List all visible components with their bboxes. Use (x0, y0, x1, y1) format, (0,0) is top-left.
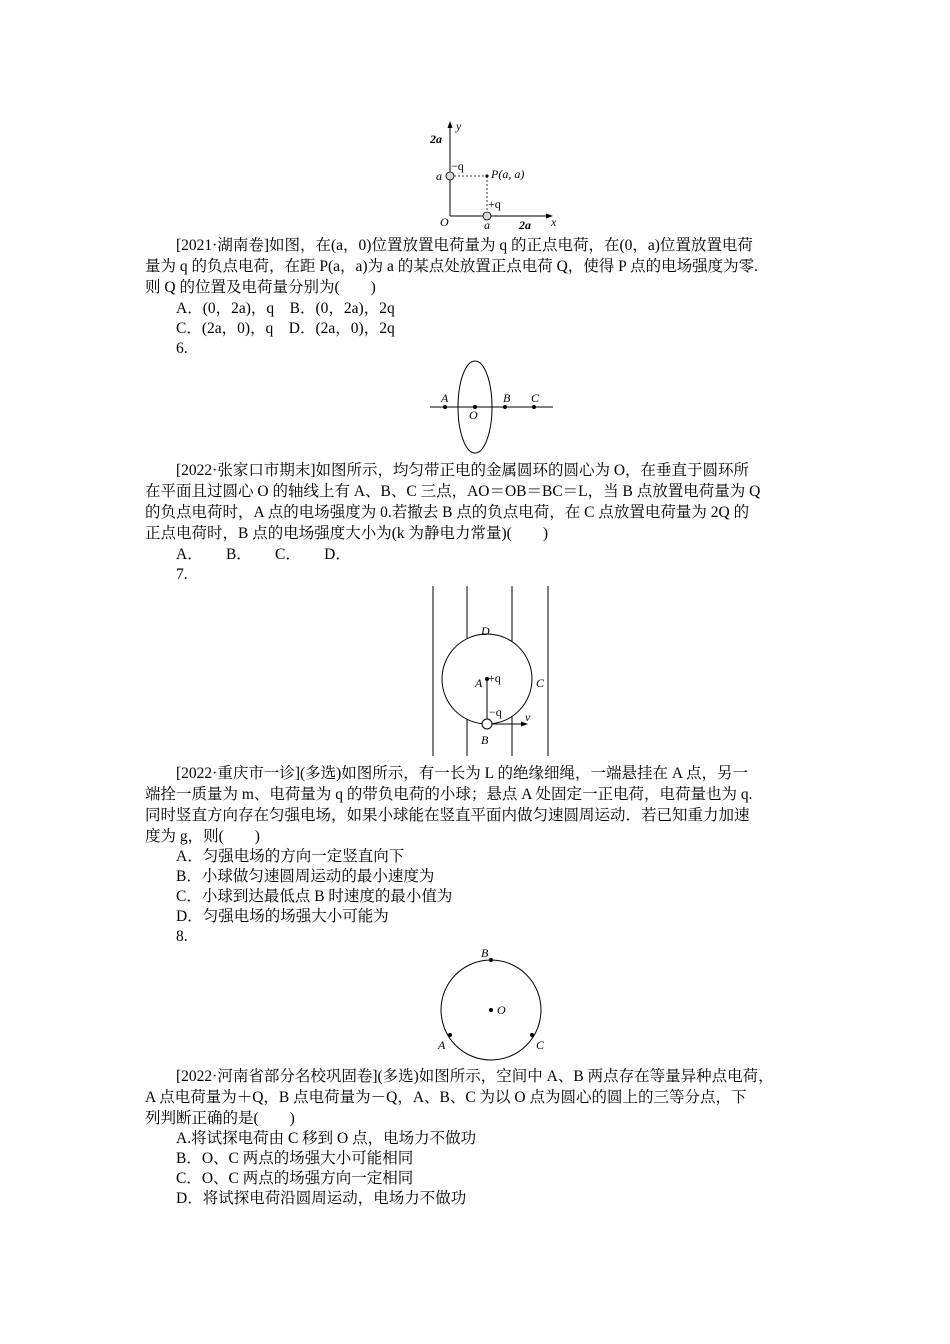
q5-line-3: 则 Q 的位置及电荷量分别为( ) (145, 279, 376, 296)
q7-option-c: C．小球到达最低点 B 时速度的最小值为 (176, 888, 453, 905)
q7-option-a: A．匀强电场的方向一定竖直向下 (176, 848, 405, 865)
neg-charge-label: −q (451, 159, 464, 173)
point-b (503, 405, 507, 409)
point-b (489, 958, 493, 962)
velocity-label: v (525, 710, 531, 724)
label-b: B (503, 391, 511, 405)
label-c: C (531, 391, 540, 405)
x-tick-2a: 2a (519, 218, 531, 232)
y-tick-2a: 2a (430, 132, 442, 146)
q5-option-cd: C．(2a，0)，q D．(2a，0)，2q (176, 320, 395, 337)
point-a (448, 1033, 452, 1037)
q8-line-3: 列判断正确的是( ) (145, 1110, 295, 1127)
q6-line-3: 的负点电荷时，A 点的电场强度为 0.若撤去 B 点的负点电荷，在 C 点放置电荷量为 2Q 的 (145, 504, 750, 521)
q7-number: 7. (176, 566, 188, 583)
label-a: A (438, 1038, 446, 1052)
vertical-field-figure (420, 582, 565, 762)
q7-line-4: 度为 g，则( ) (145, 828, 260, 845)
label-a: A (475, 676, 483, 690)
q6-line-4: 正点电荷时，B 点的电场强度大小为(k 为静电力常量)( ) (145, 525, 548, 542)
pos-charge-label: +q (488, 197, 501, 211)
point-c (532, 405, 536, 409)
ring-axis-figure (430, 355, 560, 460)
neg-charge-label: −q (489, 705, 502, 719)
q8-line-1: [2022·河南省部分名校巩固卷](多选)如图所示，空间中 A、B 两点存在等量异种点电荷， (176, 1068, 774, 1085)
q7-option-d: D．匀强电场的场强大小可能为 (176, 908, 389, 925)
q7-line-3: 同时竖直方向存在匀强电场，如果小球能在竖直平面内做匀速圆周运动．若已知重力加速 (145, 807, 750, 824)
q6-options: A． B． C． D． (176, 546, 351, 563)
q8-option-a: A.将试探电荷由 C 移到 O 点，电场力不做功 (176, 1130, 477, 1147)
coordinate-figure (420, 118, 560, 232)
q8-option-d: D．将试探电荷沿圆周运动，电场力不做功 (176, 1190, 467, 1207)
label-o: O (497, 1003, 506, 1017)
x-axis-label: x (551, 215, 557, 229)
q8-number: 8. (176, 928, 188, 945)
label-b: B (481, 946, 489, 960)
label-o: O (469, 408, 478, 422)
q5-line-2: 量为 q 的负点电荷，在距 P(a，a)为 a 的某点处放置正点电荷 Q，使得 P 点的电场强度为零. (145, 258, 758, 275)
point-o (489, 1008, 493, 1012)
label-b: B (481, 733, 489, 747)
pos-charge-label: +q (488, 671, 501, 685)
y-axis-arrow (448, 121, 453, 128)
point-a (443, 405, 447, 409)
y-axis-label: y (456, 119, 462, 133)
q7-option-b: B．小球做匀速圆周运动的最小速度为 (176, 868, 435, 885)
q8-option-b: B．O、C 两点的场强大小可能相同 (176, 1150, 414, 1167)
negative-charge (446, 172, 454, 180)
q8-line-2: A 点电荷量为＋Q，B 点电荷量为－Q，A、B、C 为以 O 点为圆心的圆上的三等分点，下 (145, 1089, 747, 1106)
y-tick-a: a (436, 169, 442, 183)
circle-charges-figure (425, 942, 555, 1064)
point-p-label: P(a, a) (491, 167, 525, 181)
label-a: A (441, 391, 449, 405)
point-p (485, 174, 488, 177)
q5-line-1: [2021·湖南卷]如图，在(a，0)位置放置电荷量为 q 的正点电荷，在(0，a)位置放置电荷 (176, 237, 753, 254)
label-c: C (536, 676, 545, 690)
ball (482, 719, 492, 729)
q7-line-1: [2022·重庆市一诊](多选)如图所示，有一长为 L 的绝缘细绳，一端悬挂在 A 点，另一 (176, 765, 749, 782)
q6-line-1: [2022·张家口市期末]如图所示，均匀带正电的金属圆环的圆心为 O，在垂直于圆环所 (176, 462, 750, 479)
x-tick-a: a (484, 218, 490, 232)
q7-line-2: 端拴一质量为 m、电荷量为 q 的带负电荷的小球；悬点 A 处固定一正电荷，电荷量也为 q. (145, 786, 753, 803)
point-c (530, 1033, 534, 1037)
q8-option-c: C．O、C 两点的场强方向一定相同 (176, 1170, 414, 1187)
q6-number: 6. (176, 340, 188, 357)
q6-line-2: 在平面且过圆心 O 的轴线上有 A、B、C 三点，AO＝OB＝BC＝L，当 B 点放置电荷量为 Q (145, 483, 761, 500)
label-c: C (536, 1038, 545, 1052)
q5-option-ab: A．(0，2a)，q B．(0，2a)，2q (176, 300, 395, 317)
origin-label: O (440, 215, 449, 229)
label-d: D (481, 624, 490, 638)
